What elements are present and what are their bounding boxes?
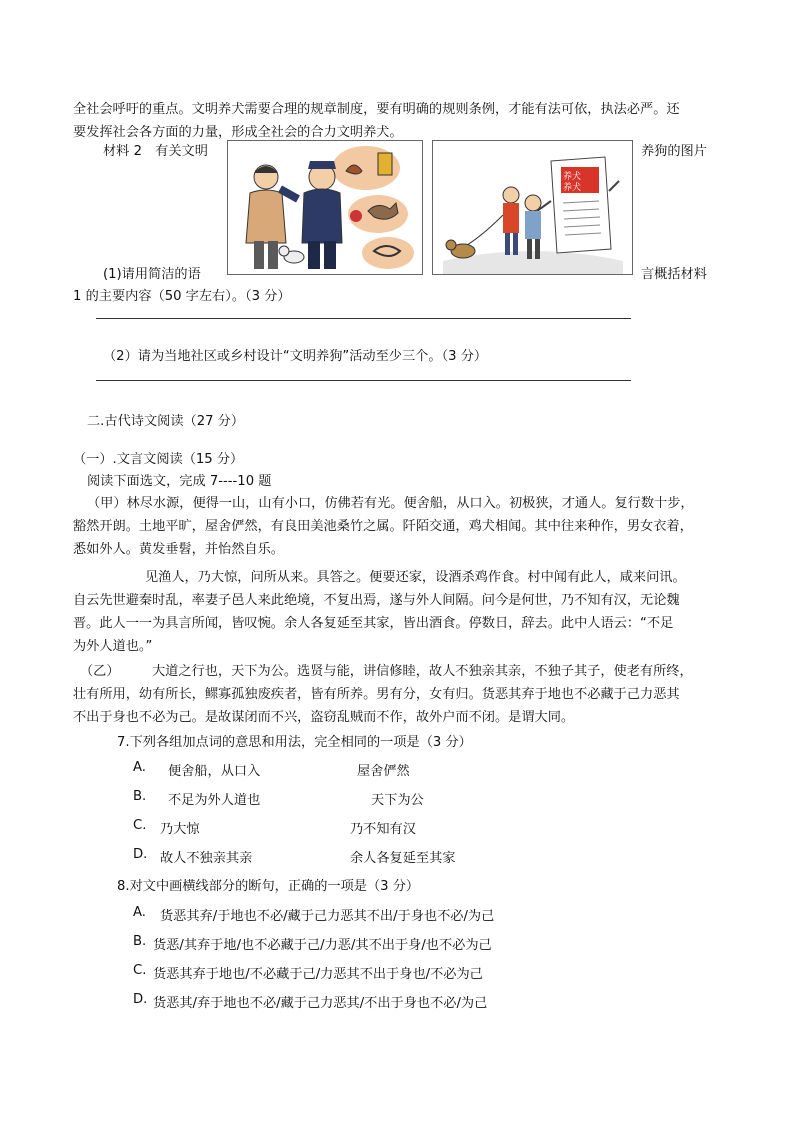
passage-yi-line-2: 壮有所用，幼有所长，鳏寡孤独废疾者，皆有所养。男有分，女有归。货恶其弃于地也不必藏于己力恶其 xyxy=(73,687,680,702)
q7-option-d-letter[interactable]: D. xyxy=(133,847,148,862)
passage-jia-para2-line-3: 晋。此人一一为具言所闻，皆叹惋。余人各复延至其家，皆出酒食。停数日，辞去。此中人语云：“不足 xyxy=(73,616,674,631)
q8-option-d-letter[interactable]: D. xyxy=(133,992,148,1007)
q7-option-c-left: 乃大惊 xyxy=(160,822,200,837)
passage-jia-para2-line-4: 为外人道也。” xyxy=(73,639,153,654)
cartoon-image-sign xyxy=(432,140,633,275)
answer-line-q2[interactable] xyxy=(96,380,631,381)
q1-text-left: (1)请用简洁的语 xyxy=(103,267,201,282)
section-2-title: 二.古代诗文阅读（27 分） xyxy=(87,414,245,429)
q7-option-b-left: 不足为外人道也 xyxy=(168,793,261,808)
q2-text: （2）请为当地社区或乡村设计“文明养狗”活动至少三个。（3 分） xyxy=(103,349,488,364)
q7-option-d-left: 故人不独亲其亲 xyxy=(160,851,253,866)
q1-text-right: 言概括材料 xyxy=(641,267,707,282)
passage-yi-line-3: 不出于身也不必为己。是故谋闭而不兴，盗窃乱贼而不作，故外户而不闭。是谓大同。 xyxy=(73,710,575,725)
sign-text-1: 养犬 xyxy=(563,172,582,182)
intro-line-2: 要发挥社会各方面的力量，形成全社会的合力文明养犬。 xyxy=(73,125,403,140)
answer-line-q1[interactable] xyxy=(96,318,631,319)
q7-option-a-letter[interactable]: A. xyxy=(133,760,146,775)
material-2-label: 材料 2 有关文明 xyxy=(103,144,208,159)
passage-yi-line-1: 大道之行也，天下为公。选贤与能，讲信修睦，故人不独亲其亲，不独子其子，使老有所终， xyxy=(152,664,693,679)
q7-stem: 7.下列各组加点词的意思和用法，完全相同的一项是（3 分） xyxy=(117,735,472,750)
q7-option-c-letter[interactable]: C. xyxy=(133,818,147,833)
q7-option-b-right: 天下为公 xyxy=(371,793,424,808)
q8-option-a-text: 货恶其弃/于地也不必/藏于己力恶其不出/于身也不必/为己 xyxy=(160,909,495,924)
passage-jia-para2-line-2: 自云先世避秦时乱，率妻子邑人来此绝境，不复出焉，遂与外人间隔。问今是何世，乃不知有汉，无论魏 xyxy=(73,593,680,608)
passage-jia-line-1: （甲）林尽水源，便得一山，山有小口，仿佛若有光。便舍船，从口入。初极狭，才通人。复行数十步， xyxy=(87,496,694,511)
q7-option-d-right: 余人各复延至其家 xyxy=(350,851,456,866)
sign-text-2: 养犬 xyxy=(563,183,582,193)
q7-option-b-letter[interactable]: B. xyxy=(133,789,147,804)
q1-text-line-2: 1 的主要内容（50 字左右）。（3 分） xyxy=(73,289,291,304)
q8-option-a-letter[interactable]: A. xyxy=(133,905,146,920)
q8-stem: 8.对文中画横线部分的断句，正确的一项是（3 分） xyxy=(117,879,420,894)
q7-option-c-right: 乃不知有汉 xyxy=(350,822,416,837)
reading-instruction: 阅读下面选文，完成 7----10 题 xyxy=(87,474,272,489)
q8-option-b-letter[interactable]: B. xyxy=(133,934,147,949)
subsection-1-title: （一）.文言文阅读（15 分） xyxy=(73,452,244,467)
q8-option-c-text: 货恶其弃于地也/不必藏于己/力恶其不出于身也/不必为己 xyxy=(153,967,483,982)
cartoon-image-police xyxy=(227,140,423,275)
passage-jia-para2-line-1: 见渔人，乃大惊，问所从来。具答之。便要还家，设酒杀鸡作食。村中闻有此人，咸来问讯。 xyxy=(145,570,686,585)
passage-jia-line-3: 悉如外人。黄发垂髫，并怡然自乐。 xyxy=(73,542,284,557)
passage-yi-label: （乙） xyxy=(80,664,120,679)
material-2-label-right: 养狗的图片 xyxy=(641,144,707,159)
q8-option-d-text: 货恶其/弃于地也不必/藏于己力恶其/不出于身也不必/为己 xyxy=(153,996,488,1011)
q7-option-a-right: 屋舍俨然 xyxy=(357,764,410,779)
passage-jia-line-2: 豁然开朗。土地平旷，屋舍俨然，有良田美池桑竹之属。阡陌交通，鸡犬相闻。其中往来种作，男女衣着， xyxy=(73,519,693,534)
q8-option-c-letter[interactable]: C. xyxy=(133,963,147,978)
intro-line-1: 全社会呼吁的重点。文明养犬需要合理的规章制度，要有明确的规则条例，才能有法可依，执法必严。还 xyxy=(73,102,680,117)
q8-option-b-text: 货恶/其弃于地/也不必藏于己/力恶/其不出于身/也不必为己 xyxy=(153,938,492,953)
q7-option-a-left: 便舍船，从口入 xyxy=(168,764,261,779)
